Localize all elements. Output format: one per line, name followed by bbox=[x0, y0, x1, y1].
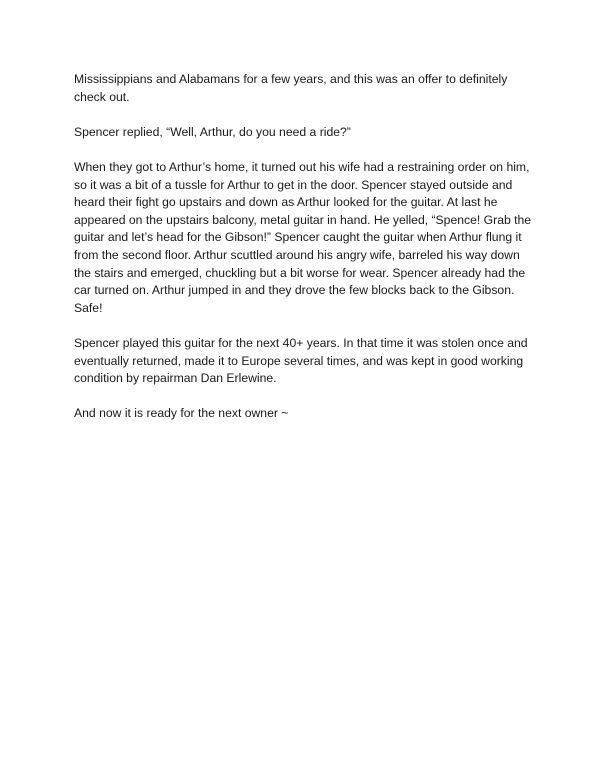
paragraph-1: Mississippians and Alabamans for a few years, and this was an offer to definitely check out. bbox=[74, 72, 508, 104]
paragraph-2: Spencer replied, “Well, Arthur, do you need a ride?” bbox=[74, 124, 351, 139]
document-body bbox=[74, 71, 534, 440]
paragraph-5: And now it is ready for the next owner ~ bbox=[74, 406, 289, 421]
paragraph-4: Spencer played this guitar for the next 40+ years. In that time it was stolen once and eventually returned, made it to Europe several times, and was kept in good working condition by repairman Dan Erlewine. bbox=[74, 335, 528, 386]
paragraph-3: When they got to Arthur’s home, it turned out his wife had a restraining order on him, so it was a bit of a tussle for Arthur to get in the door. Spencer stayed outside and heard their fight go upstairs and down as Arthur looked for the guitar. At last he appeared on the upstairs balcony, metal guitar in hand. He yelled, “Spence! Grab the guitar and let’s head for the Gibson!” Spencer caught the guitar when Arthur flung it from the second floor. Arthur scuttled around his angry wife, barreled his way down the stairs and emerged, chuckling but a bit worse for wear. Spencer already had the car turned on. Arthur jumped in and they drove the few blocks back to the Gibson. Safe! bbox=[74, 159, 532, 315]
